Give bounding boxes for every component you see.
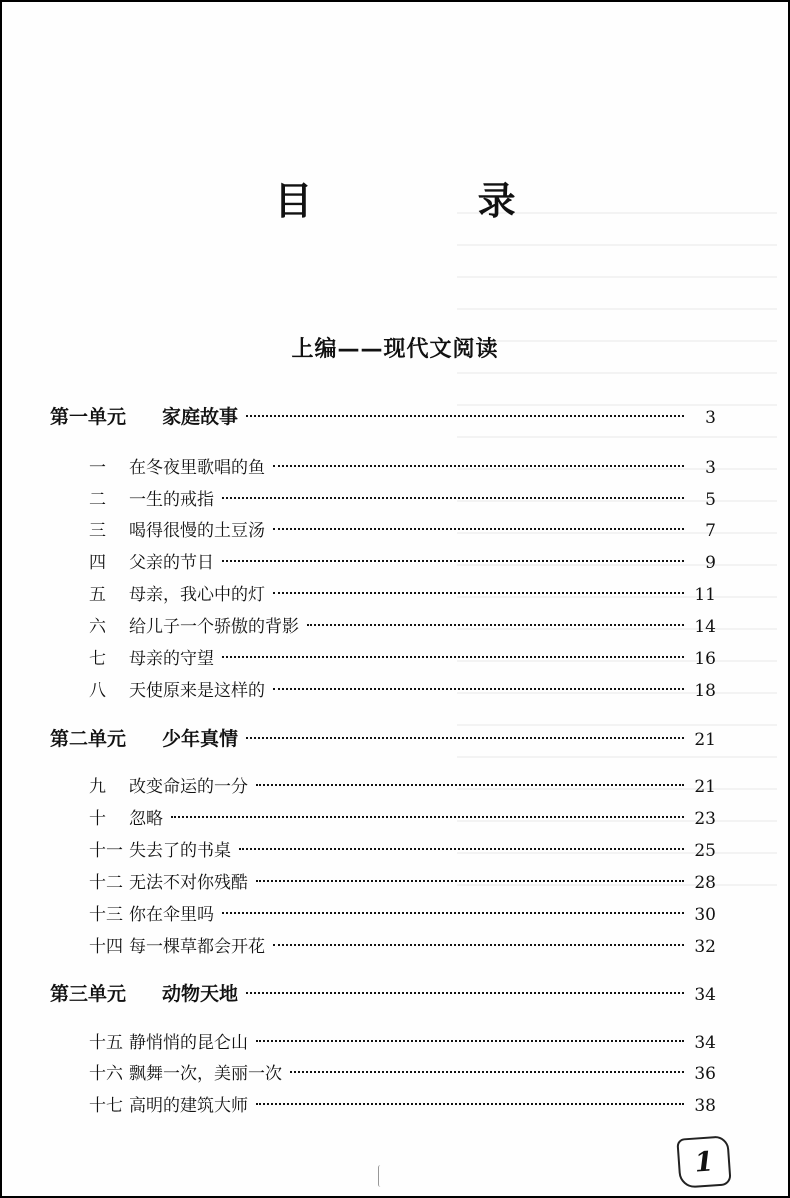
leader-dots [171, 816, 684, 818]
leader-dots [222, 560, 684, 562]
chapter-number: 十六 [89, 1064, 123, 1084]
toc-chapter[interactable] [89, 548, 716, 573]
leader-dots [239, 848, 684, 850]
chapter-number: 八 [89, 681, 106, 701]
toc-chapter[interactable] [89, 772, 716, 797]
chapter-title: 高明的建筑大师 [129, 1096, 248, 1116]
toc-chapter[interactable] [89, 1028, 716, 1053]
page-ref: 16 [694, 649, 716, 669]
unit-title: 少年真情 [162, 728, 239, 750]
chapter-title: 喝得很慢的土豆汤 [129, 521, 265, 541]
chapter-number: 十七 [89, 1096, 123, 1116]
toc-chapter[interactable] [89, 868, 716, 893]
leader-dots [256, 1103, 684, 1105]
leader-dots [273, 592, 684, 594]
chapter-number: 六 [89, 617, 106, 637]
page-ref: 9 [705, 553, 716, 573]
toc-chapter[interactable] [89, 804, 716, 829]
page-ref: 38 [694, 1096, 716, 1116]
toc-chapter[interactable] [89, 580, 716, 605]
page-title: 目 录 [274, 178, 592, 223]
toc-unit-1[interactable] [50, 402, 716, 429]
leader-dots [246, 415, 684, 417]
leader-dots [290, 1071, 684, 1073]
toc-chapter[interactable] [89, 485, 716, 510]
chapter-number: 一 [89, 458, 106, 478]
leader-dots [246, 737, 684, 739]
chapter-title: 静悄悄的昆仑山 [129, 1033, 248, 1053]
chapter-number: 十一 [89, 841, 123, 861]
leader-dots [222, 912, 684, 914]
chapter-number: 九 [89, 777, 106, 797]
chapter-title: 每一棵草都会开花 [129, 937, 265, 957]
chapter-title: 天使原来是这样的 [129, 681, 265, 701]
chapter-title: 忽略 [129, 809, 163, 829]
chapter-number: 四 [89, 553, 106, 573]
page-number-badge: 1 [676, 1135, 731, 1189]
toc-chapter[interactable] [89, 836, 716, 861]
page-ref: 3 [705, 408, 716, 428]
chapter-number: 十三 [89, 905, 123, 925]
chapter-title: 父亲的节日 [129, 553, 214, 573]
toc-unit-2[interactable] [50, 724, 716, 751]
chapter-title: 失去了的书桌 [129, 841, 231, 861]
chapter-title: 飘舞一次，美丽一次 [129, 1064, 282, 1084]
toc-chapter[interactable] [89, 676, 716, 701]
chapter-number: 五 [89, 585, 106, 605]
toc-chapter[interactable] [89, 644, 716, 669]
chapter-number: 三 [89, 521, 106, 541]
page-ref: 28 [694, 873, 716, 893]
leader-dots [273, 465, 684, 467]
toc-unit-3[interactable] [50, 979, 716, 1006]
leader-dots [273, 944, 684, 946]
chapter-number: 二 [89, 490, 106, 510]
page-ref: 18 [694, 681, 716, 701]
chapter-number: 十五 [89, 1033, 123, 1053]
page-ref: 5 [705, 490, 716, 510]
page-ref: 36 [694, 1064, 716, 1084]
leader-dots [273, 528, 684, 530]
page-ref: 21 [694, 777, 716, 797]
leader-dots [256, 784, 684, 786]
leader-dots [222, 656, 684, 658]
leader-dots [273, 688, 684, 690]
unit-number: 第三单元 [50, 983, 127, 1005]
chapter-number: 十四 [89, 937, 123, 957]
scan-mark [378, 1165, 383, 1187]
section-title: 上编——现代文阅读 [291, 337, 499, 362]
unit-number: 第一单元 [50, 406, 127, 428]
chapter-number: 十二 [89, 873, 123, 893]
toc-chapter[interactable] [89, 1059, 716, 1084]
page-ref: 3 [705, 458, 716, 478]
leader-dots [256, 1040, 684, 1042]
toc-chapter[interactable] [89, 932, 716, 957]
toc-chapter[interactable] [89, 453, 716, 478]
toc-chapter[interactable] [89, 516, 716, 541]
page-ref: 25 [694, 841, 716, 861]
chapter-title: 母亲的守望 [129, 649, 214, 669]
chapter-title: 母亲，我心中的灯 [129, 585, 265, 605]
page-ref: 34 [694, 1033, 716, 1053]
toc-chapter[interactable] [89, 612, 716, 637]
chapter-title: 无法不对你残酷 [129, 873, 248, 893]
table-of-contents [2, 2, 788, 1196]
leader-dots [246, 992, 684, 994]
chapter-number: 七 [89, 649, 106, 669]
page-ref: 23 [694, 809, 716, 829]
page-ref: 7 [705, 521, 716, 541]
page-ref: 32 [694, 937, 716, 957]
chapter-title: 在冬夜里歌唱的鱼 [129, 458, 265, 478]
toc-chapter[interactable] [89, 900, 716, 925]
unit-title: 家庭故事 [162, 406, 239, 428]
chapter-title: 你在伞里吗 [129, 905, 214, 925]
leader-dots [256, 880, 684, 882]
chapter-title: 给儿子一个骄傲的背影 [129, 617, 299, 637]
page-ref: 21 [694, 730, 716, 750]
leader-dots [307, 624, 684, 626]
toc-chapter[interactable] [89, 1091, 716, 1116]
chapter-title: 改变命运的一分 [129, 777, 248, 797]
page-ref: 34 [694, 985, 716, 1005]
unit-title: 动物天地 [162, 983, 239, 1005]
unit-number: 第二单元 [50, 728, 127, 750]
page-ref: 11 [694, 585, 716, 605]
chapter-number: 十 [89, 809, 106, 829]
chapter-title: 一生的戒指 [129, 490, 214, 510]
page-ref: 14 [694, 617, 716, 637]
leader-dots [222, 497, 684, 499]
page-ref: 30 [694, 905, 716, 925]
